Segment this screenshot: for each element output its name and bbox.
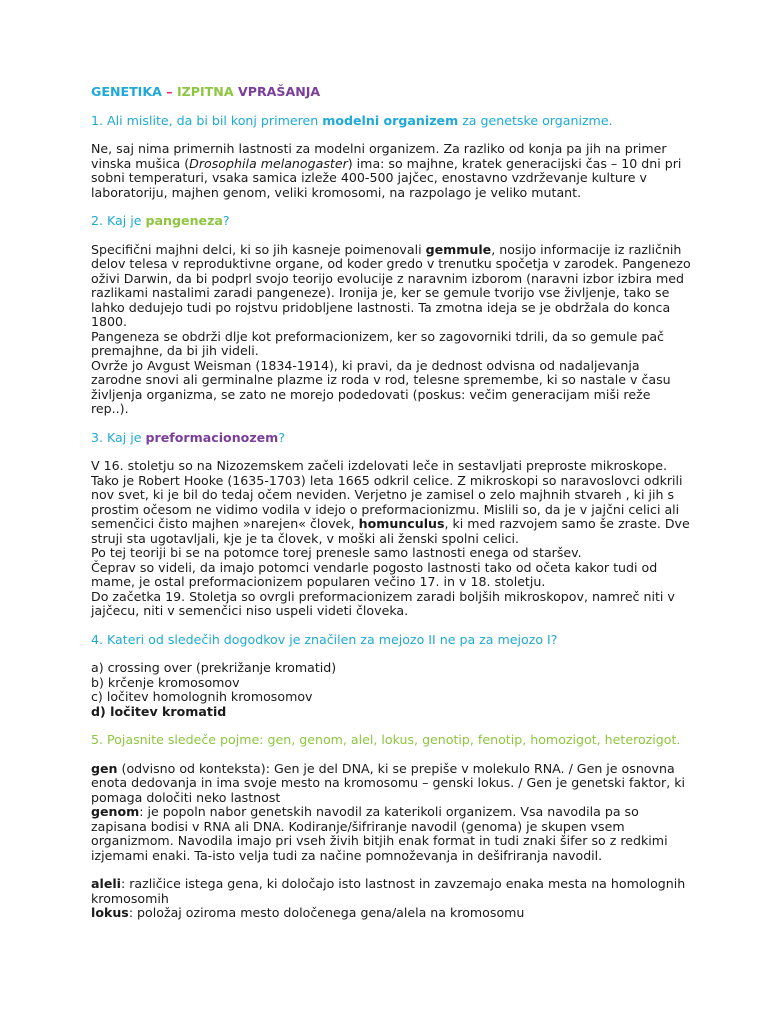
term-genom: genom (91, 804, 140, 819)
title-izpitna: IZPITNA (176, 84, 234, 99)
question-3-keyword: preformacionozem (145, 429, 279, 445)
answer-5-aleli-lokus: aleli: različice istega gena, ki določajo isto lastnost in zavzemajo enaka mesta na homolognih kromosomih lokus: položaj oziroma mesto določenega gena/alela na kromosomu (91, 876, 686, 920)
question-1: 1. Ali mislite, da bi bil konj primeren modelni organizem za genetske organizme. (91, 112, 613, 128)
title-genetika: GENETIKA (91, 84, 162, 99)
list-item: b) krčenje kromosomov (91, 674, 240, 690)
title-vprasanja: VPRAŠANJA (233, 84, 321, 99)
answer-2: Specifični majhni delci, ki so jih kasneje poimenovali gemmule, nosijo informacije iz različnih delov telesa v reproduktivne organe, od koder gredo v trenutku spočetja v zarodek. Pangenezo oživi Darwin, da bi podprl svojo teorijo evolucije z naravnim izborom (naravni izbor izbira med razlikami nastalimi zaradi pangeneze). Ironija je, ker se gemule tvorijo vse življenje, tako se lahko dedujejo tudi po rojstvu pridobljene lastnosti. Ta zmotna ideja se je obdržala do konca 1800. Pangeneza se obdrži dlje kot preformacionizem, ker so zagovorniki tdrili, da so gemule pač premajhne, da bi jih videli. Ovrže jo Avgust Weisman (1834-1914), ki pravi, da je dednost odvisna od nadaljevanja zarodne snovi ali germinalne plazme iz roda v rod, telesne spremembe, ki so nastale v času življenja organizma, se zato ne morejo podedovati (poskus: večim generacijam miši reže rep..). (91, 241, 691, 416)
question-2: 2. Kaj je pangeneza? (91, 213, 230, 228)
list-item: a) crossing over (prekrižanje kromatid) (91, 660, 337, 675)
answer-4 (91, 661, 691, 719)
document-title (91, 85, 691, 100)
document-page (91, 85, 691, 935)
question-5: 5. Pojasnite sledeče pojme: gen, genom, alel, lokus, genotip, fenotip, homozigot, heterozigot. (91, 732, 681, 747)
title-dash: – (161, 84, 177, 99)
question-3: 3. Kaj je preformacionozem? (91, 429, 285, 445)
term-aleli: aleli (91, 876, 121, 891)
answer-3: V 16. stoletju so na Nizozemskem začeli izdelovati leče in sestavljati preproste mikroskope. Tako je Robert Hooke (1635-1703) leta 1665 odkril celice. Z mikroskopi so naravoslovci odkrili nov svet, ki je bil do tedaj očem neviden. Verjetno je zamisel o zelo majhnih stvareh , ki jih s prostim očesom ne vidimo vodila v idejo o preformacionizmu. Mislili so, da je v jajčni celici ali semenčici čisto majhen »narejen« človek, homunculus, ki med razvojem samo še zraste. Dve struji sta ugotavljali, kje je ta človek, v moški ali ženski spolni celici. Po tej teoriji bi se na potomce torej prenesle samo lastnosti enega od staršev. Čeprav so videli, da imajo potomci vendarle pogosto lastnosti tako od očeta kakor tudi od mame, je ostal preformacionizem popularen večino 17. in v 18. stoletju. Do začetka 19. Stoletja so ovrgli preformacionizem zaradi boljših mikroskopov, namreč niti v jajčecu, niti v semenčici niso uspeli videti človeka. (91, 458, 690, 618)
term-lokus: lokus (91, 905, 129, 920)
question-2-keyword: pangeneza (145, 213, 223, 228)
question-1-keyword: modelni organizem (322, 112, 459, 128)
answer-5-gen-genom: gen (odvisno od konteksta): Gen je del DNA, ki se prepiše v molekulo RNA. / Gen je osnovna enota dedovanja in ima svoje mesto na kromosomu – genski lokus. / Gen je genetski faktor, ki pomaga določiti neko lastnost genom: je popoln nabor genetskih navodil za katerikoli organizem. Vsa navodila pa so zapisana bodisi v RNA ali DNA. Kodiranje/šifriranje navodil (genoma) je skupen vsem organizmom. Navodila imajo pri vseh živih bitjih enak format in tudi znaki šifer so z redkimi izjemami enaki. Ta-isto velja tudi za načine pomnoževanja in dešifriranja navodil. (91, 760, 686, 863)
list-item: c) ločitev homolognih kromosomov (91, 689, 313, 704)
answer-1: Ne, saj nima primernih lastnosti za modelni organizem. Za razliko od konja pa jih na primer vinska mušica (Drosophila melanogaster) ima: so majhne, kratek generacijski čas – 10 dni pri sobni temperaturi, vsaka samica izleže 400-500 jajčec, enostavno vzdrževanje kulture v laboratoriju, majhen genom, veliki kromosomi, na razpolago je veliko mutant. (91, 141, 682, 200)
question-4: 4. Kateri od sledečih dogodkov je značilen za mejozo II ne pa za mejozo I? (91, 631, 558, 647)
correct-answer: d) ločitev kromatid (91, 703, 227, 719)
term-gen: gen (91, 760, 118, 776)
